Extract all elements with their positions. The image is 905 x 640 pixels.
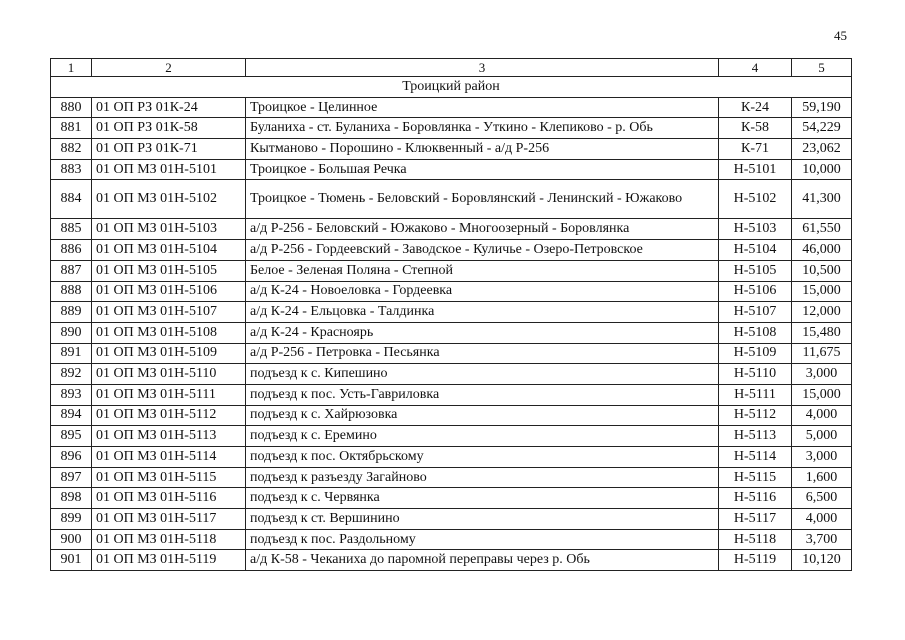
column-header: 5 — [792, 59, 852, 77]
road-name: а/д К-58 - Чеканиха до паромной переправы через р. Обь — [246, 550, 719, 571]
road-length: 61,550 — [792, 219, 852, 240]
row-number: 890 — [51, 322, 92, 343]
table-row — [51, 364, 852, 385]
road-index: Н-5107 — [719, 302, 792, 323]
section-title: Троицкий район — [51, 77, 852, 98]
road-code: 01 ОП РЗ 01К-24 — [92, 97, 246, 118]
row-number: 893 — [51, 384, 92, 405]
road-code: 01 ОП МЗ 01Н-5113 — [92, 426, 246, 447]
road-length: 11,675 — [792, 343, 852, 364]
road-index: Н-5111 — [719, 384, 792, 405]
row-number: 895 — [51, 426, 92, 447]
road-code: 01 ОП МЗ 01Н-5117 — [92, 509, 246, 530]
road-name: Буланиха - ст. Буланиха - Боровлянка - Уткино - Клепиково - р. Обь — [246, 118, 719, 139]
table-row — [51, 180, 852, 219]
road-name: Троицкое - Целинное — [246, 97, 719, 118]
road-length: 54,229 — [792, 118, 852, 139]
road-length: 4,000 — [792, 405, 852, 426]
road-length: 59,190 — [792, 97, 852, 118]
table-row — [51, 159, 852, 180]
road-index: К-58 — [719, 118, 792, 139]
road-name: а/д К-24 - Ельцовка - Талдинка — [246, 302, 719, 323]
road-code: 01 ОП МЗ 01Н-5119 — [92, 550, 246, 571]
road-name: а/д Р-256 - Петровка - Песьянка — [246, 343, 719, 364]
road-index: Н-5108 — [719, 322, 792, 343]
road-code: 01 ОП МЗ 01Н-5107 — [92, 302, 246, 323]
row-number: 899 — [51, 509, 92, 530]
page-number: 45 — [834, 28, 847, 43]
table-row — [51, 281, 852, 302]
road-code: 01 ОП МЗ 01Н-5115 — [92, 467, 246, 488]
road-index: Н-5116 — [719, 488, 792, 509]
row-number: 897 — [51, 467, 92, 488]
road-index: Н-5114 — [719, 447, 792, 468]
road-index: Н-5117 — [719, 509, 792, 530]
table-row — [51, 447, 852, 468]
road-length: 10,000 — [792, 159, 852, 180]
road-index: Н-5113 — [719, 426, 792, 447]
road-index: Н-5101 — [719, 159, 792, 180]
road-name: подъезд к с. Червянка — [246, 488, 719, 509]
row-number: 892 — [51, 364, 92, 385]
row-number: 889 — [51, 302, 92, 323]
row-number: 884 — [51, 180, 92, 219]
road-length: 3,700 — [792, 529, 852, 550]
road-index: Н-5118 — [719, 529, 792, 550]
row-number: 891 — [51, 343, 92, 364]
road-code: 01 ОП РЗ 01К-58 — [92, 118, 246, 139]
table-row — [51, 529, 852, 550]
road-name: а/д Р-256 - Гордеевский - Заводское - Куличье - Озеро-Петровское — [246, 240, 719, 261]
road-length: 12,000 — [792, 302, 852, 323]
road-code: 01 ОП МЗ 01Н-5104 — [92, 240, 246, 261]
row-number: 881 — [51, 118, 92, 139]
road-code: 01 ОП МЗ 01Н-5102 — [92, 180, 246, 219]
road-length: 1,600 — [792, 467, 852, 488]
table-row — [51, 240, 852, 261]
road-length: 3,000 — [792, 447, 852, 468]
road-name: Кытманово - Порошино - Клюквенный - а/д Р-256 — [246, 139, 719, 160]
row-number: 894 — [51, 405, 92, 426]
column-header-row — [51, 59, 852, 77]
road-code: 01 ОП МЗ 01Н-5112 — [92, 405, 246, 426]
table-row — [51, 405, 852, 426]
row-number: 901 — [51, 550, 92, 571]
road-code: 01 ОП МЗ 01Н-5101 — [92, 159, 246, 180]
road-length: 15,480 — [792, 322, 852, 343]
table-row — [51, 302, 852, 323]
column-header: 4 — [719, 59, 792, 77]
road-name: подъезд к пос. Раздольному — [246, 529, 719, 550]
road-name: Троицкое - Большая Речка — [246, 159, 719, 180]
road-name: а/д К-24 - Красноярь — [246, 322, 719, 343]
road-length: 15,000 — [792, 281, 852, 302]
road-index: Н-5112 — [719, 405, 792, 426]
road-name: подъезд к с. Еремино — [246, 426, 719, 447]
road-code: 01 ОП МЗ 01Н-5114 — [92, 447, 246, 468]
road-code: 01 ОП МЗ 01Н-5103 — [92, 219, 246, 240]
row-number: 885 — [51, 219, 92, 240]
road-index: К-71 — [719, 139, 792, 160]
road-code: 01 ОП МЗ 01Н-5109 — [92, 343, 246, 364]
road-length: 10,500 — [792, 260, 852, 281]
row-number: 896 — [51, 447, 92, 468]
road-index: Н-5109 — [719, 343, 792, 364]
row-number: 900 — [51, 529, 92, 550]
table-row — [51, 467, 852, 488]
row-number: 882 — [51, 139, 92, 160]
column-header: 1 — [51, 59, 92, 77]
road-index: Н-5119 — [719, 550, 792, 571]
road-index: Н-5103 — [719, 219, 792, 240]
road-code: 01 ОП МЗ 01Н-5105 — [92, 260, 246, 281]
table-row — [51, 260, 852, 281]
table-row — [51, 509, 852, 530]
table-row — [51, 488, 852, 509]
road-code: 01 ОП РЗ 01К-71 — [92, 139, 246, 160]
road-name: а/д К-24 - Новоеловка - Гордеевка — [246, 281, 719, 302]
road-code: 01 ОП МЗ 01Н-5111 — [92, 384, 246, 405]
roads-table — [50, 58, 852, 571]
table-row — [51, 118, 852, 139]
row-number: 883 — [51, 159, 92, 180]
column-header: 3 — [246, 59, 719, 77]
road-index: Н-5106 — [719, 281, 792, 302]
road-index: К-24 — [719, 97, 792, 118]
road-name: подъезд к с. Хайрюзовка — [246, 405, 719, 426]
road-length: 5,000 — [792, 426, 852, 447]
row-number: 887 — [51, 260, 92, 281]
road-index: Н-5104 — [719, 240, 792, 261]
road-length: 10,120 — [792, 550, 852, 571]
road-length: 41,300 — [792, 180, 852, 219]
road-length: 6,500 — [792, 488, 852, 509]
road-length: 4,000 — [792, 509, 852, 530]
column-header: 2 — [92, 59, 246, 77]
row-number: 886 — [51, 240, 92, 261]
road-name: подъезд к ст. Вершинино — [246, 509, 719, 530]
road-code: 01 ОП МЗ 01Н-5108 — [92, 322, 246, 343]
road-code: 01 ОП МЗ 01Н-5116 — [92, 488, 246, 509]
row-number: 888 — [51, 281, 92, 302]
row-number: 898 — [51, 488, 92, 509]
road-code: 01 ОП МЗ 01Н-5110 — [92, 364, 246, 385]
road-code: 01 ОП МЗ 01Н-5118 — [92, 529, 246, 550]
road-length: 3,000 — [792, 364, 852, 385]
road-index: Н-5105 — [719, 260, 792, 281]
road-index: Н-5115 — [719, 467, 792, 488]
section-row — [51, 77, 852, 98]
table-row — [51, 343, 852, 364]
road-code: 01 ОП МЗ 01Н-5106 — [92, 281, 246, 302]
road-name: подъезд к пос. Октябрьскому — [246, 447, 719, 468]
road-length: 23,062 — [792, 139, 852, 160]
road-index: Н-5110 — [719, 364, 792, 385]
road-length: 46,000 — [792, 240, 852, 261]
road-index: Н-5102 — [719, 180, 792, 219]
table-row — [51, 322, 852, 343]
table-row — [51, 219, 852, 240]
road-length: 15,000 — [792, 384, 852, 405]
road-name: Белое - Зеленая Поляна - Степной — [246, 260, 719, 281]
road-name: а/д Р-256 - Беловский - Южаково - Многоозерный - Боровлянка — [246, 219, 719, 240]
table-row — [51, 97, 852, 118]
table-row — [51, 550, 852, 571]
table-row — [51, 426, 852, 447]
road-name: подъезд к с. Кипешино — [246, 364, 719, 385]
row-number: 880 — [51, 97, 92, 118]
road-name: подъезд к пос. Усть-Гавриловка — [246, 384, 719, 405]
road-name: Троицкое - Тюмень - Беловский - Боровлянский - Ленинский - Южаково — [246, 180, 719, 219]
road-name: подъезд к разъезду Загайново — [246, 467, 719, 488]
table-row — [51, 384, 852, 405]
table-row — [51, 139, 852, 160]
